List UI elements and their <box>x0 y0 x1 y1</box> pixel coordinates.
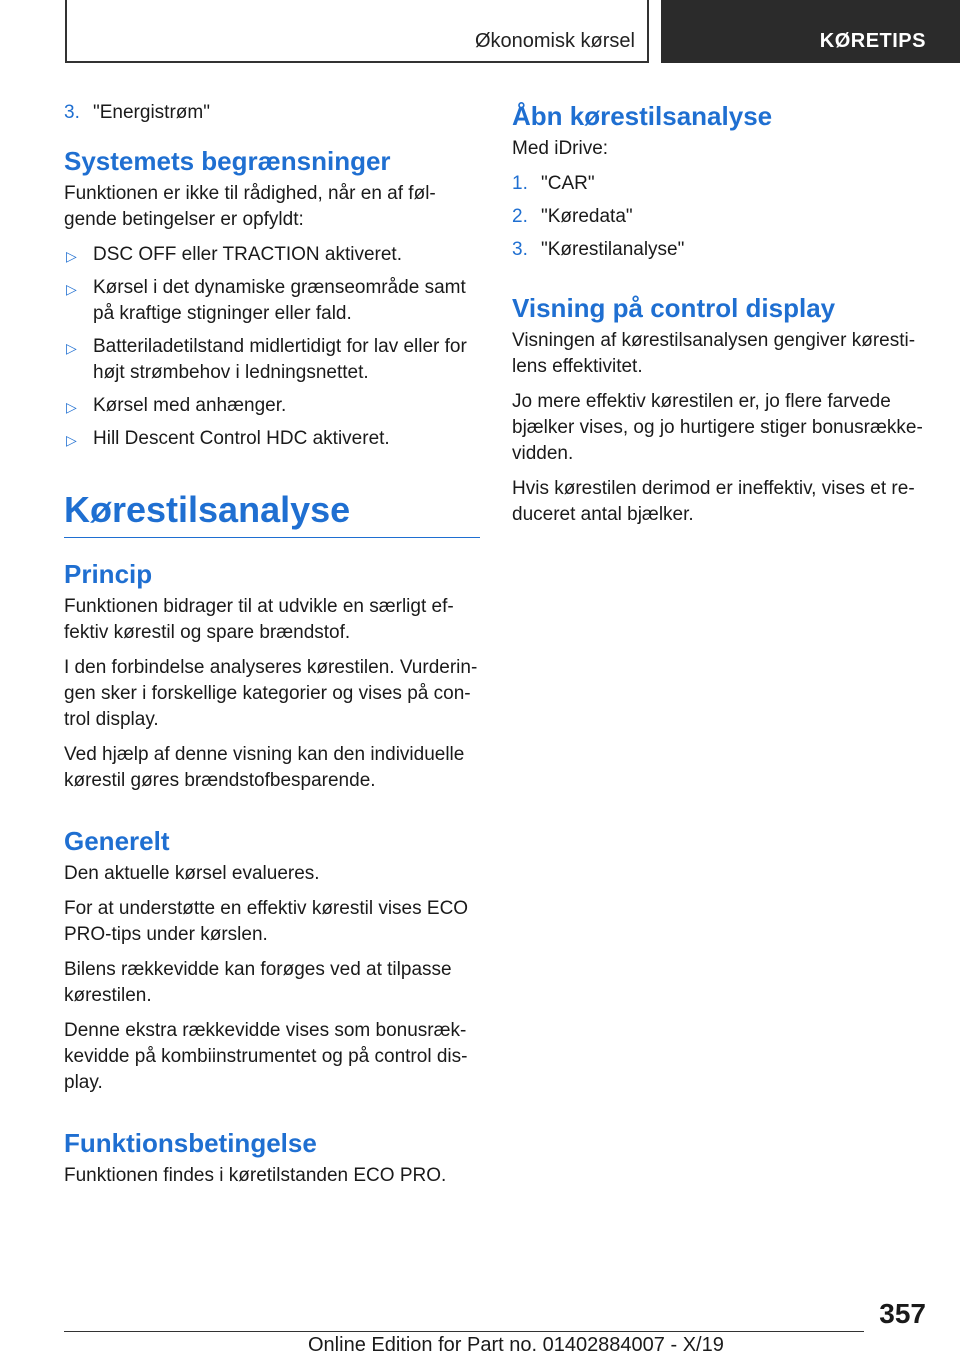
left-column <box>64 100 480 1198</box>
bullet-text: Kørsel i det dynamiske grænseområde samt på kraftige stigninger eller fald. <box>93 277 466 324</box>
generelt-heading: Generelt <box>64 826 170 856</box>
step-text: "Kørestilanalyse" <box>541 239 685 260</box>
header-chapter-title: KØRETIPS <box>819 30 926 52</box>
footer-divider <box>64 1331 864 1332</box>
bullet-text: Kørsel med anhænger. <box>93 395 287 416</box>
triangle-bullet-icon: ▷ <box>66 281 77 297</box>
step-number: 2. <box>512 206 528 227</box>
step-number: 1. <box>512 173 528 194</box>
princip-paragraph: Ved hjælp af denne visning kan den individuelle kørestil gøres brændstofbesparende. <box>64 744 465 791</box>
main-heading: Kørestilsanalyse <box>64 489 351 530</box>
header-section-box <box>65 0 649 63</box>
princip-paragraph: I den forbindelse analyseres kørestilen. Vurderin‐ gen sker i forskellige kategorier og vises på con‐ trol display. <box>64 657 478 730</box>
display-heading: Visning på control display <box>512 293 836 323</box>
bullet-item <box>64 275 480 327</box>
bullet-item <box>64 334 480 386</box>
princip-paragraph: Funktionen bidrager til at udvikle en særligt ef‐ fektiv kørestil og spare brændstof. <box>64 596 454 643</box>
limits-intro: Funktionen er ikke til rådighed, når en af føl‐ gende betingelser er opfyldt: <box>64 183 436 230</box>
bullet-text: Hill Descent Control HDC aktiveret. <box>93 428 390 449</box>
step-item <box>512 204 926 230</box>
generelt-paragraph: For at understøtte en effektiv kørestil vises ECO PRO-tips under kørslen. <box>64 898 469 945</box>
footer-edition: Online Edition for Part no. 01402884007 - X/19 <box>308 1334 724 1356</box>
bullet-text: DSC OFF eller TRACTION aktiveret. <box>93 244 402 265</box>
list-text: "Energistrøm" <box>93 102 210 123</box>
page-number: 357 <box>879 1298 926 1329</box>
open-heading: Åbn kørestilsanalyse <box>512 101 773 131</box>
step-item <box>512 171 926 197</box>
generelt-paragraph: Den aktuelle kørsel evalueres. <box>64 863 320 884</box>
header-section-title: Økonomisk kørsel <box>474 30 635 52</box>
step-text: "CAR" <box>541 173 595 194</box>
triangle-bullet-icon: ▷ <box>66 340 77 356</box>
main-heading-block <box>64 487 480 538</box>
princip-heading: Princip <box>64 559 153 589</box>
limits-heading: Systemets begrænsninger <box>64 146 391 176</box>
list-number: 3. <box>64 102 80 123</box>
step-number: 3. <box>512 239 528 260</box>
bullet-item <box>64 242 480 268</box>
funktion-heading: Funktionsbetingelse <box>64 1128 317 1158</box>
header-chapter-tab <box>661 0 960 63</box>
open-intro: Med iDrive: <box>512 138 609 159</box>
bullet-item <box>64 426 480 452</box>
triangle-bullet-icon: ▷ <box>66 399 77 415</box>
bullet-item <box>64 393 480 419</box>
generelt-paragraph: Bilens rækkevidde kan forøges ved at tilpasse kørestilen. <box>64 959 452 1006</box>
right-column <box>512 100 926 537</box>
funktion-paragraph: Funktionen findes i køretilstanden ECO PRO. <box>64 1165 447 1186</box>
bullet-text: Batteriladetilstand midlertidigt for lav eller for højt strømbehov i ledningsnettet. <box>93 336 467 383</box>
display-paragraph: Jo mere effektiv kørestilen er, jo flere farvede bjælker vises, og jo hurtigere stiger bonusrække‐ vidden. <box>512 391 923 464</box>
display-paragraph: Hvis kørestilen derimod er ineffektiv, vises et re‐ duceret antal bjælker. <box>512 478 915 525</box>
generelt-paragraph: Denne ekstra rækkevidde vises som bonusræk‐ kevidde på kombiinstrumentet og på control dis‐ play. <box>64 1020 468 1093</box>
list-item <box>64 100 480 126</box>
display-paragraph: Visningen af kørestilsanalysen gengiver køresti‐ lens effektivitet. <box>512 330 916 377</box>
triangle-bullet-icon: ▷ <box>66 432 77 448</box>
step-text: "Køredata" <box>541 206 633 227</box>
step-item <box>512 237 926 263</box>
triangle-bullet-icon: ▷ <box>66 248 77 264</box>
